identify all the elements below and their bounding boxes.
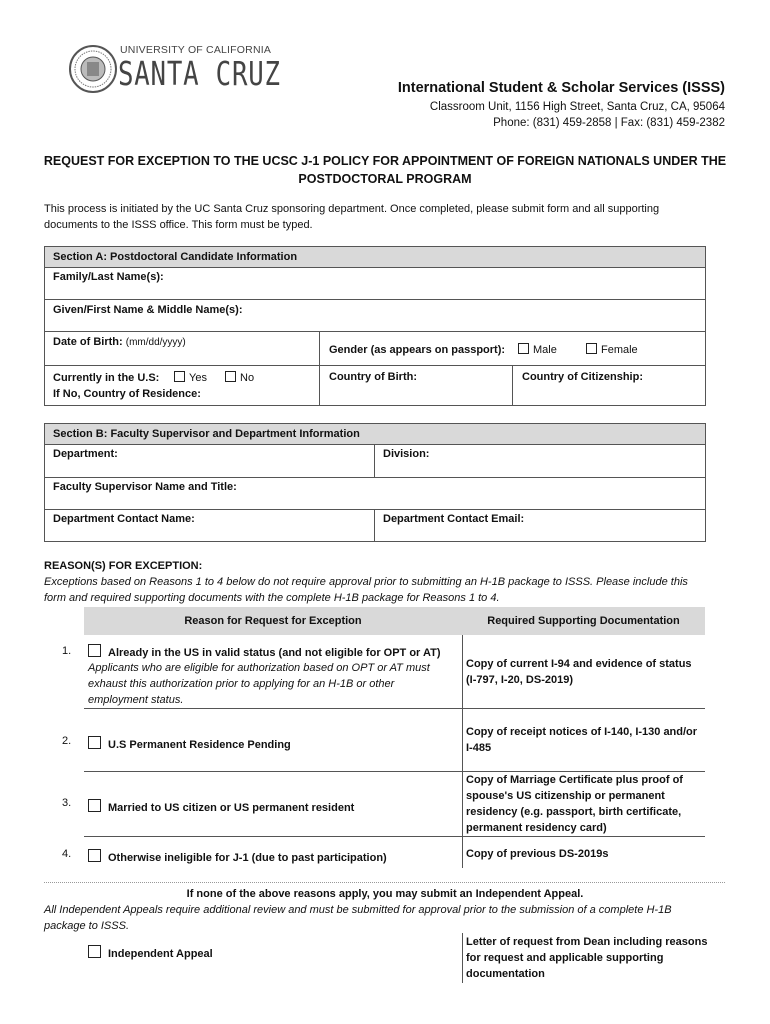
reason-2-docs (466, 724, 697, 756)
male-checkbox[interactable] (518, 343, 529, 354)
appeal-note-2: package to ISSS. (44, 920, 129, 932)
gender-label: Gender (as appears on passport): (329, 344, 506, 356)
reason-1-doc-2: (I-797, I-20, DS-2019) (466, 674, 573, 686)
docs-column-header: Required Supporting Documentation (487, 615, 680, 627)
reason-2-doc-2: I-485 (466, 742, 492, 754)
row-divider-1 (84, 708, 705, 709)
reason-4-option[interactable] (88, 849, 387, 864)
dob-label (53, 336, 186, 348)
department-field[interactable] (44, 444, 375, 478)
appeal-doc-2: for request and applicable supporting (466, 952, 664, 964)
reason-3-option[interactable] (88, 799, 354, 814)
reasons-heading: REASON(S) FOR EXCEPTION: (44, 560, 203, 572)
row-divider-3 (84, 836, 705, 837)
appeal-option[interactable] (88, 945, 213, 960)
contact-email-field[interactable] (374, 509, 706, 542)
reason-3-number: 3. (62, 797, 72, 809)
given-name-field[interactable] (44, 299, 706, 332)
gender-female-option[interactable] (586, 343, 638, 356)
reason-1-detail-3: employment status. (88, 694, 184, 706)
reason-3-doc-4: permanent residency card) (466, 822, 607, 834)
reason-2-option[interactable] (88, 736, 291, 751)
form-title-line-2: POSTDOCTORAL PROGRAM (298, 172, 472, 186)
dob-format: (mm/dd/yyyy) (125, 337, 186, 348)
department-label: Department: (53, 448, 118, 460)
birth-country-field[interactable] (319, 365, 513, 406)
reason-1-number: 1. (62, 645, 72, 657)
reason-1-label: Already in the US in valid status (and not eligible for OPT or AT) (108, 647, 441, 659)
reason-4-label: Otherwise ineligible for J-1 (due to past participation) (108, 852, 387, 864)
university-seal (68, 44, 118, 94)
form-title-line-1: REQUEST FOR EXCEPTION TO THE UCSC J-1 POLICY FOR APPOINTMENT OF FOREIGN NATIONALS UNDER THE (43, 154, 727, 168)
reason-2-number: 2. (62, 735, 72, 747)
section-b-title: Section B: Faculty Supervisor and Department Information (53, 428, 360, 440)
reasons-note-2: form and required supporting documents with the complete H-1B package for Reasons 1 to 4. (44, 592, 500, 604)
division-label: Division: (383, 448, 430, 460)
reason-1-docs (466, 656, 692, 688)
reasons-column-divider (462, 635, 463, 868)
in-us-yes-option[interactable] (174, 371, 207, 384)
appeal-label: Independent Appeal (108, 948, 213, 960)
family-name-label: Family/Last Name(s): (53, 271, 164, 283)
reason-3-doc-2: spouse's US citizenship or permanent (466, 790, 665, 802)
yes-checkbox[interactable] (174, 371, 185, 382)
reason-3-doc-1: Copy of Marriage Certificate plus proof of (466, 774, 683, 786)
reason-column-header: Reason for Request for Exception (184, 615, 362, 627)
no-checkbox[interactable] (225, 371, 236, 382)
intro-line-2: documents to the ISSS office. This form must be typed. (44, 219, 313, 231)
supervisor-field[interactable] (44, 477, 706, 510)
reason-2-checkbox[interactable] (88, 736, 101, 749)
given-name-label: Given/First Name & Middle Name(s): (53, 304, 243, 316)
female-checkbox[interactable] (586, 343, 597, 354)
reason-1-detail-1: Applicants who are eligible for authorization based on OPT or AT must (88, 662, 430, 674)
supervisor-label: Faculty Supervisor Name and Title: (53, 481, 237, 493)
appeal-checkbox[interactable] (88, 945, 101, 958)
reason-1-detail-2: exhaust this authorization prior to applying for an H-1B or other (88, 678, 395, 690)
reasons-note-1: Exceptions based on Reasons 1 to 4 below do not require approval prior to submitting an H-1B package to ISSS. Please include this (44, 576, 688, 588)
campus-name: SANTA CRUZ (118, 54, 281, 93)
reason-3-label: Married to US citizen or US permanent resident (108, 802, 355, 814)
office-name: International Student & Scholar Services (ISSS) (397, 80, 725, 96)
reason-1-checkbox[interactable] (88, 644, 101, 657)
intro-line-1: This process is initiated by the UC Santa Cruz sponsoring department. Once completed, please submit form and all supporting (44, 203, 660, 215)
appeal-divider (462, 933, 463, 983)
reason-4-number: 4. (62, 848, 72, 860)
appeal-note-1: All Independent Appeals require additional review and must be submitted for approval prior to the submission of a complete H-1B (44, 904, 672, 916)
birth-country-label: Country of Birth: (329, 371, 417, 383)
dob-label-text: Date of Birth: (53, 336, 123, 348)
university-name: UNIVERSITY OF CALIFORNIA (120, 44, 272, 56)
section-a-title: Section A: Postdoctoral Candidate Information (53, 251, 298, 263)
female-label: Female (601, 344, 638, 356)
appeal-doc-3: documentation (466, 968, 545, 980)
no-label: No (240, 372, 255, 384)
contact-name-field[interactable] (44, 509, 375, 542)
contact-name-label: Department Contact Name: (53, 513, 195, 525)
citizenship-label: Country of Citizenship: (522, 371, 643, 383)
reason-2-doc-1: Copy of receipt notices of I-140, I-130 and/or (466, 726, 698, 738)
section-b-header (44, 423, 706, 445)
appeal-separator (44, 882, 725, 883)
reason-3-doc-3: residency (e.g. passport, birth certificate, (466, 806, 682, 818)
reason-4-checkbox[interactable] (88, 849, 101, 862)
citizenship-field[interactable] (512, 365, 706, 406)
reason-3-checkbox[interactable] (88, 799, 101, 812)
in-us-field (44, 365, 320, 406)
reason-2-label: U.S Permanent Residence Pending (108, 739, 291, 751)
appeal-doc-1: Letter of request from Dean including reasons (466, 936, 708, 948)
appeal-docs (466, 934, 707, 982)
reason-3-docs (466, 772, 683, 836)
reason-1-option[interactable] (88, 644, 440, 659)
seal-icon (68, 44, 118, 94)
in-us-no-option[interactable] (225, 371, 254, 384)
family-name-field[interactable] (44, 267, 706, 300)
division-field[interactable] (374, 444, 706, 478)
gender-male-option[interactable] (518, 343, 557, 356)
office-contact: Phone: (831) 459-2858 | Fax: (831) 459-2382 (493, 117, 725, 129)
contact-email-label: Department Contact Email: (383, 513, 525, 525)
reason-1-doc-1: Copy of current I-94 and evidence of status (466, 658, 692, 670)
male-label: Male (533, 344, 557, 356)
section-a-header (44, 246, 706, 268)
in-us-label: Currently in the U.S: (53, 372, 160, 384)
reason-4-doc-1: Copy of previous DS-2019s (466, 848, 609, 860)
residence-label: If No, Country of Residence: (53, 388, 201, 400)
dob-field[interactable] (44, 331, 320, 366)
reason-4-docs (466, 846, 608, 862)
office-address: Classroom Unit, 1156 High Street, Santa Cruz, CA, 95064 (429, 101, 725, 113)
gender-field (319, 331, 706, 366)
yes-label: Yes (189, 372, 207, 384)
appeal-heading: If none of the above reasons apply, you may submit an Independent Appeal. (186, 888, 584, 900)
